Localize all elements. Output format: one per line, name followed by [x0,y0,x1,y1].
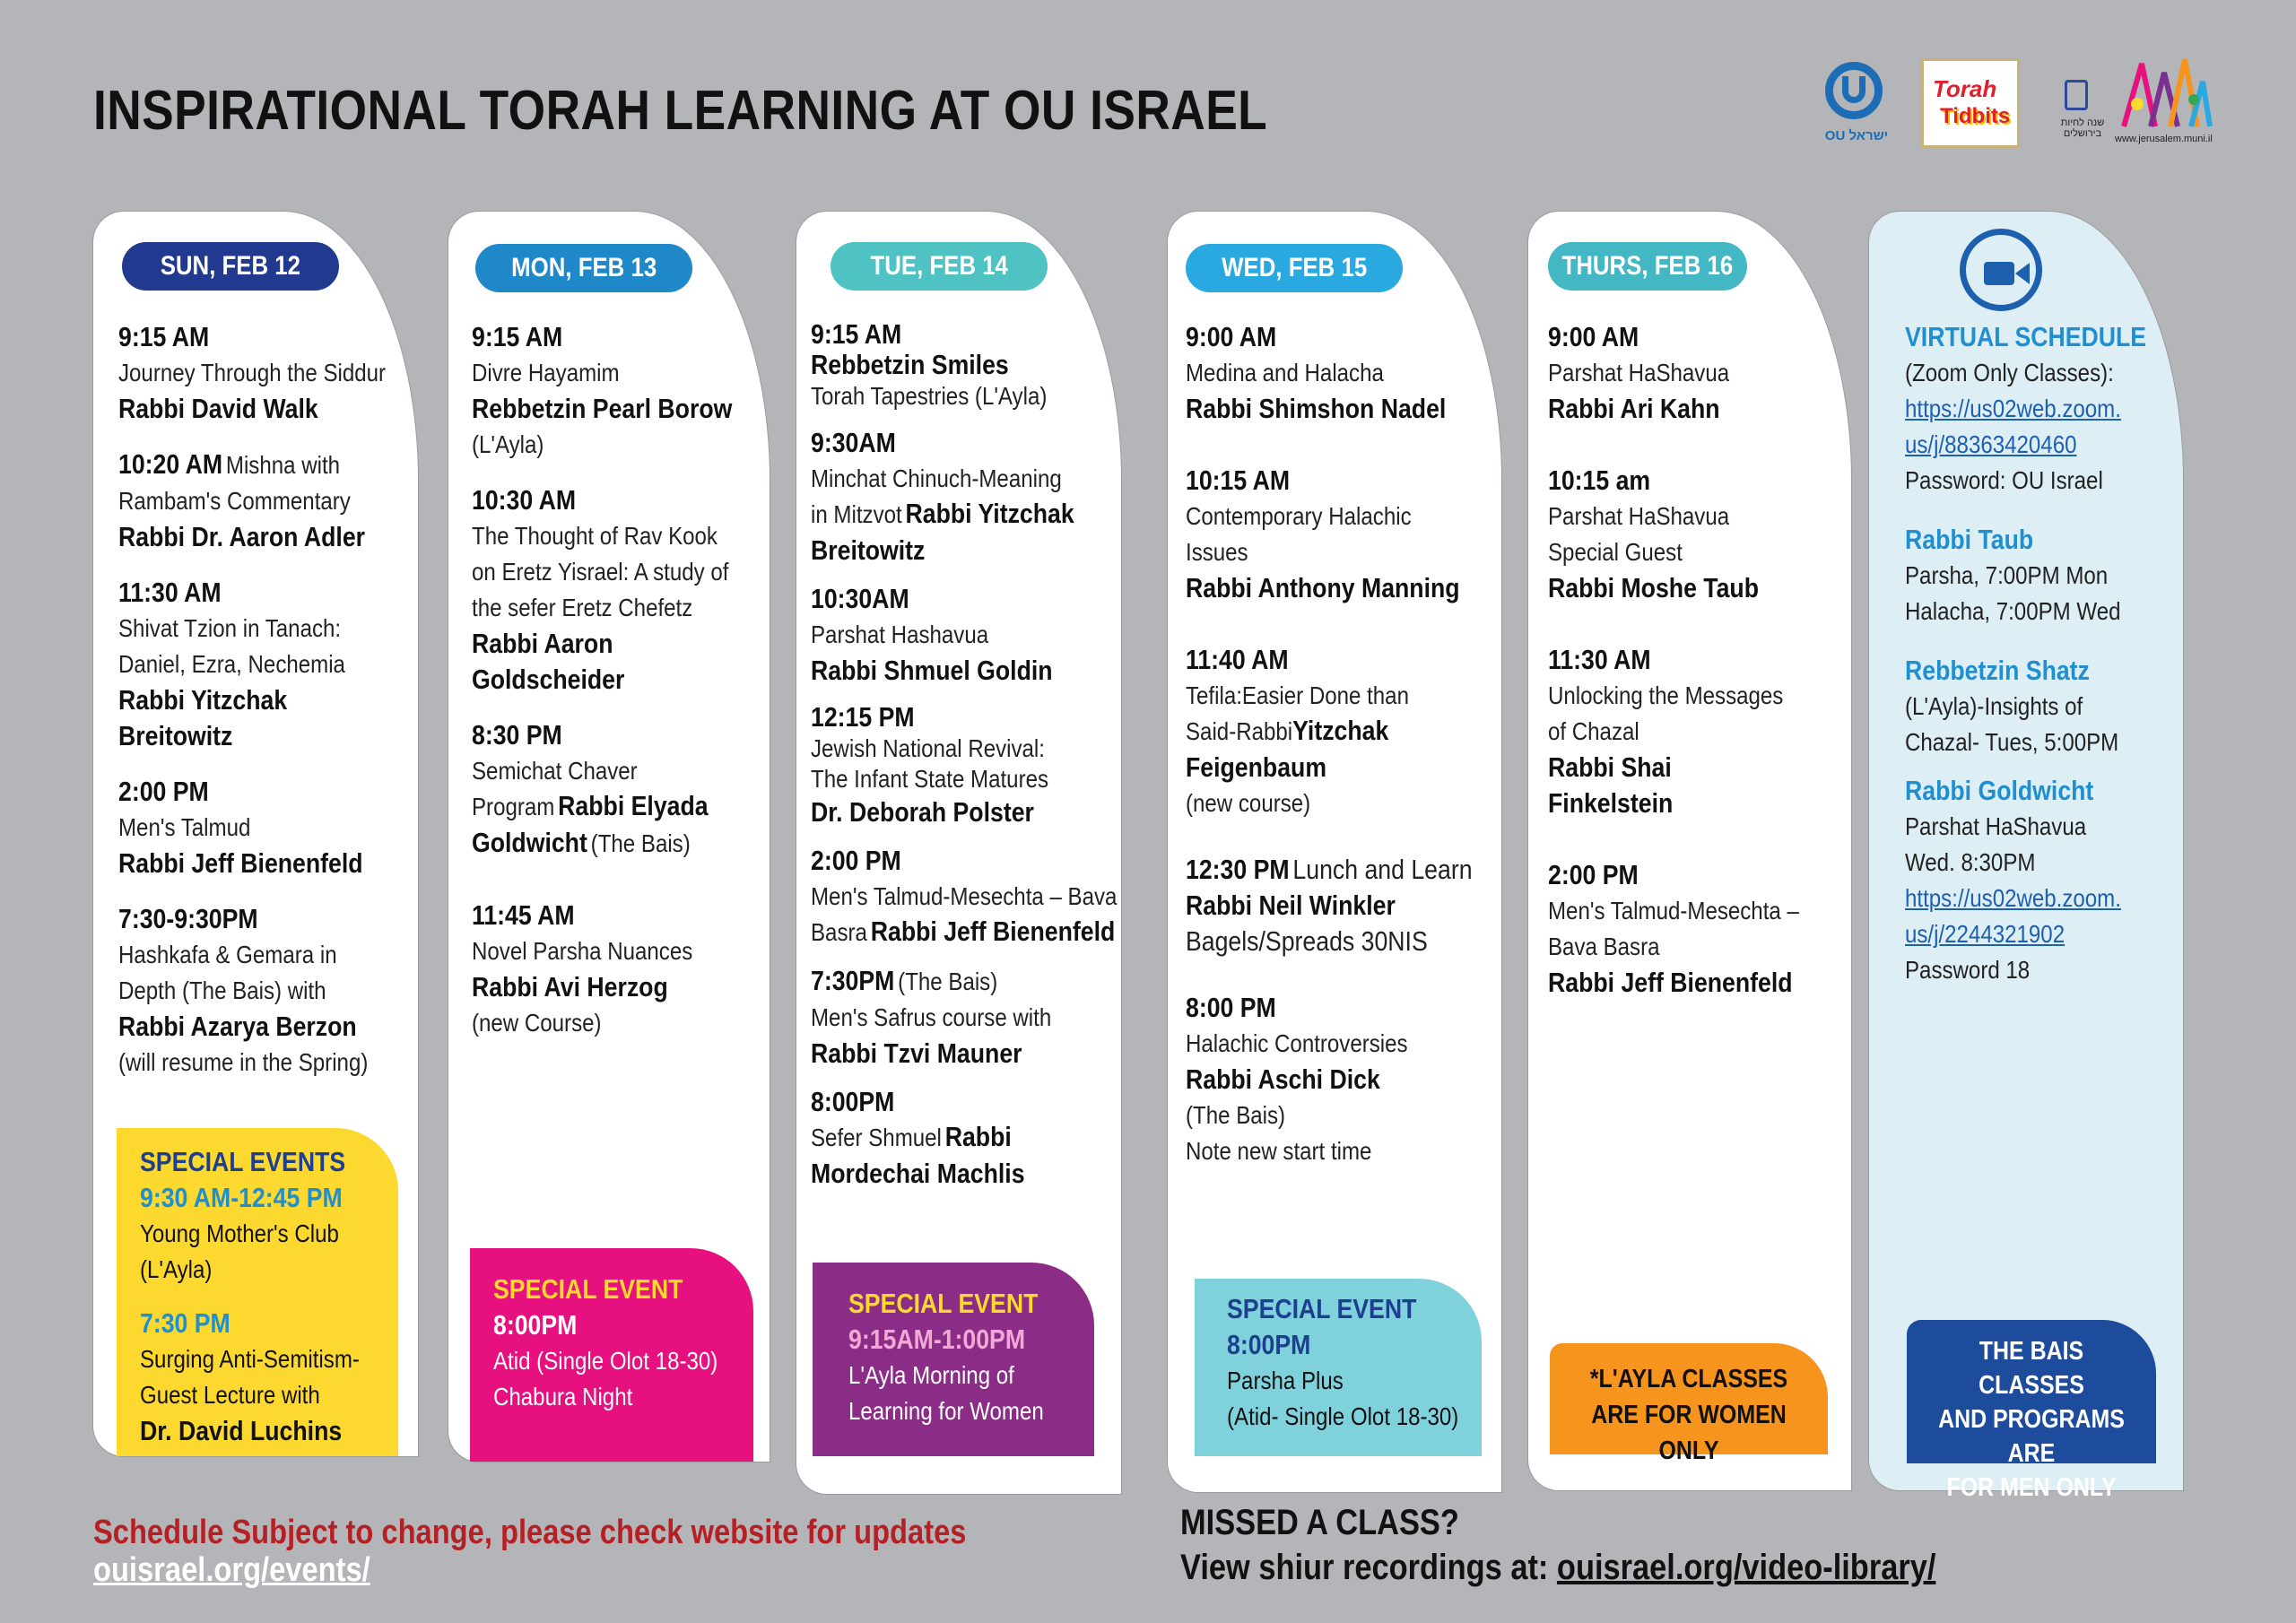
jerusalem-art-icon [2115,55,2213,132]
day-pill-tuesday: TUE, FEB 14 [831,242,1048,291]
day-pill-sunday: SUN, FEB 12 [122,242,339,291]
recordings-line: View shiur recordings at: ouisrael.org/video-library/ [1180,1548,1936,1587]
tuesday-entries: 9:15 AM Rebbetzin Smiles Torah Tapestries (L'Ayla) 9:30AM Minchat Chinuch-Meaning in Mitzvot Rabbi Yitzchak Breitowitz 10:30AM Parshat Hashavua Rabbi Shmuel Goldin 12:15 PM Jewish National Revival: The Infant State Matures Dr. Deborah Polster 2:00 PM Men's Talmud-Mesechta – Bava Basra Rabbi Jeff Bienenfeld 7:30PM (The Bais) Men's Safrus course with Rabbi Tzvi Mauner 8:00PM Sefer Shmuel Rabbi Mordechai Machlis [811,318,1118,1189]
zoom-link-2-cont[interactable]: us/j/2244321902 [1905,920,2066,948]
missed-class-heading: MISSED A CLASS? [1180,1503,1459,1542]
bais-men-only-note: THE BAIS CLASSES AND PROGRAMS ARE FOR MEN ONLY [1907,1320,2156,1463]
zoom-link-2[interactable]: https://us02web.zoom. [1905,884,2121,912]
wednesday-special-event: SPECIAL EVENT 8:00PM Parsha Plus (Atid- Single Olot 18-30) [1195,1279,1482,1456]
page-title: INSPIRATIONAL TORAH LEARNING AT OU ISRAEL [93,80,1268,142]
sunday-entries: 9:15 AM Journey Through the Siddur Rabbi David Walk 10:20 AM Mishna with Rambam's Commentary Rabbi Dr. Aaron Adler 11:30 AM Shivat Tzion in Tanach: Daniel, Ezra, Nechemia Rabbi Yitzchak Breitowitz 2:00 PM Men's Talmud Rabbi Jeff Bienenfeld 7:30-9:30PM Hashkafa & Gemara in Depth (The Bais) with Rabbi Azarya Berzon (will resume in the Spring) [118,321,387,1076]
day-pill-thursday: THURS, FEB 16 [1548,242,1747,291]
ou-israel-logo: OU ישראל [1821,56,1892,150]
layla-women-only-note: *L'AYLA CLASSES ARE FOR WOMEN ONLY [1550,1343,1828,1454]
logos [1821,49,2215,152]
events-link[interactable]: ouisrael.org/events/ [93,1551,370,1589]
day-pill-monday: MON, FEB 13 [475,244,692,292]
thursday-entries: 9:00 AM Parshat HaShavua Rabbi Ari Kahn 10:15 am Parshat HaShavua Special Guest Rabbi Moshe Taub 11:30 AM Unlocking the Messages of Chazal Rabbi Shai Finkelstein 2:00 PM Men's Talmud-Mesechta – Bava Basra Rabbi Jeff Bienenfeld [1548,321,1799,998]
zoom-link-1[interactable]: https://us02web.zoom. [1905,395,2121,422]
wednesday-entries: 9:00 AM Medina and Halacha Rabbi Shimshon Nadel 10:15 AM Contemporary Halachic Issues Rabbi Anthony Manning 11:40 AM Tefila:Easier Done than Said-RabbiYitzchak Feigenbaum (new course) 12:30 PM Lunch and Learn Rabbi Neil Winkler Bagels/Spreads 30NIS 8:00 PM Halachic Controversies Rabbi Aschi Dick (The Bais) Note new start time [1186,321,1473,1165]
virtual-entries: VIRTUAL SCHEDULE (Zoom Only Classes): https://us02web.zoom. us/j/88363420460 Password: OU Israel Rabbi Taub Parsha, 7:00PM Mon Halacha, 7:00PM Wed Rebbetzin Shatz (L'Ayla)-Insights of Chazal- Tues, 5:00PM Rabbi Goldwicht Parshat HaShavua Wed. 8:30PM https://us02web.zoom. us/j/2244321902 Password 18 [1905,319,2174,1008]
schedule-disclaimer: Schedule Subject to change, please check website for updates [93,1514,967,1551]
torah-tidbits-logo: Torah Tidbits [1921,58,2020,148]
monday-entries: 9:15 AM Divre Hayamim Rebbetzin Pearl Borow (L'Ayla) 10:30 AM The Thought of Rav Kook on Eretz Yisrael: A study of the sefer Eretz Chefetz Rabbi Aaron Goldscheider 8:30 PM Semichat Chaver Program Rabbi Elyada Goldwicht (The Bais) 11:45 AM Novel Parsha Nuances Rabbi Avi Herzog (new Course) [472,321,733,1037]
tuesday-special-event: SPECIAL EVENT 9:15AM-1:00PM L'Ayla Morning of Learning for Women [813,1263,1094,1456]
jerusalem-municipality-logo: שנה לחיות בירושלים www.jerusalem.muni.il [2056,55,2215,152]
zoom-link-1-cont[interactable]: us/j/88363420460 [1905,430,2077,458]
day-pill-wednesday: WED, FEB 15 [1186,244,1403,292]
sunday-special-events: SPECIAL EVENTS 9:30 AM-12:45 PM Young Mother's Club (L'Ayla) 7:30 PM Surging Anti-Semitism- Guest Lecture with Dr. David Luchins [117,1128,398,1456]
zoom-camera-icon [1960,229,2042,311]
monday-special-event: SPECIAL EVENT 8:00PM Atid (Single Olot 18-30) Chabura Night [470,1248,753,1462]
video-library-link[interactable]: ouisrael.org/video-library/ [1556,1548,1936,1587]
